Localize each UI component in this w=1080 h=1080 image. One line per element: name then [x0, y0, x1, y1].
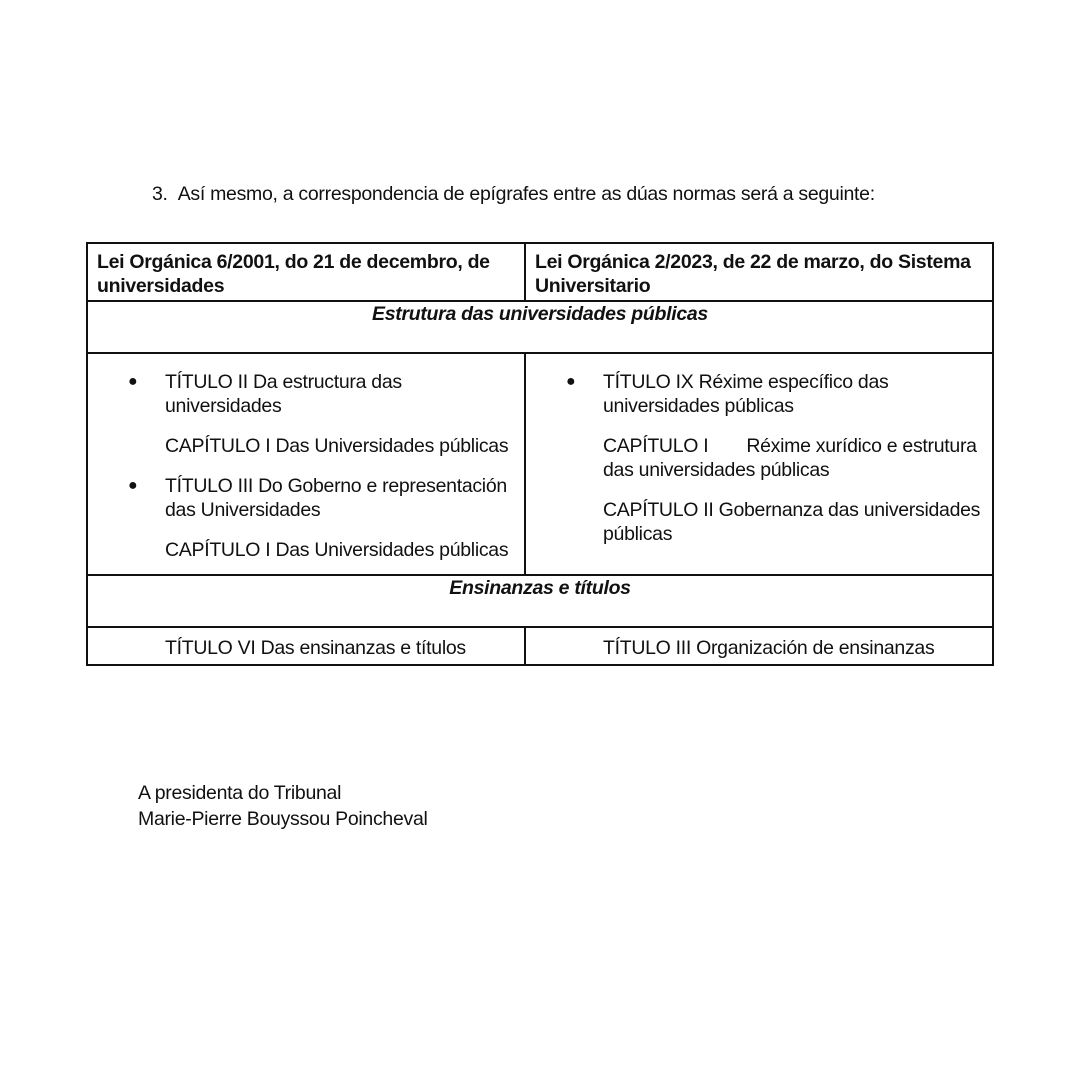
section-row: [87, 301, 993, 353]
list-item: [88, 474, 514, 522]
chapter-title: Réxime xurídico e estrutura das universidades públicas: [603, 435, 977, 481]
chapter-text: CAPÍTULO I Das Universidades públicas: [165, 539, 509, 561]
item-text: TÍTULO III Do Goberno e representación das Universidades: [165, 475, 507, 521]
bullet-icon: ●: [128, 477, 138, 494]
table-row: [87, 627, 993, 665]
list-item: [88, 370, 514, 418]
section-row: [87, 575, 993, 627]
item-text: TÍTULO II Da estructura das universidades: [165, 371, 402, 417]
header-new-law: Lei Orgánica 2/2023, de 22 de marzo, do Sistema Universitario: [525, 243, 993, 301]
table-header-row: [87, 243, 993, 301]
table-row: [87, 353, 993, 575]
signature-name: Marie-Pierre Bouyssou Poincheval: [138, 808, 428, 830]
chapter-text: CAPÍTULO I Das Universidades públicas: [165, 435, 509, 457]
intro-paragraph: [152, 183, 875, 206]
intro-number: 3.: [152, 183, 168, 205]
section-title-teaching: Ensinanzas e títulos: [87, 575, 993, 627]
header-old-law: Lei Orgánica 6/2001, do 21 de decembro, de universidades: [87, 243, 525, 301]
bullet-icon: ●: [566, 373, 576, 390]
chapter-text: CAPÍTULO II Gobernanza das universidades públicas: [603, 499, 981, 545]
correspondence-table: [86, 242, 994, 666]
signature-block: [138, 780, 428, 832]
structure-new-cell: [525, 353, 993, 575]
item-text: TÍTULO IX Réxime específico das universidades públicas: [603, 371, 889, 417]
teaching-new-cell: TÍTULO III Organización de ensinanzas: [525, 627, 993, 665]
structure-old-cell: [87, 353, 525, 575]
chapter-label: CAPÍTULO I: [603, 435, 709, 457]
bullet-icon: ●: [128, 373, 138, 390]
list-item: [526, 370, 982, 418]
chapter-text: [526, 434, 982, 482]
section-title-structure: Estrutura das universidades públicas: [87, 301, 993, 353]
signature-role: A presidenta do Tribunal: [138, 782, 342, 804]
intro-text: Así mesmo, a correspondencia de epígrafes entre as dúas normas será a seguinte:: [177, 183, 875, 205]
teaching-old-cell: TÍTULO VI Das ensinanzas e títulos: [87, 627, 525, 665]
